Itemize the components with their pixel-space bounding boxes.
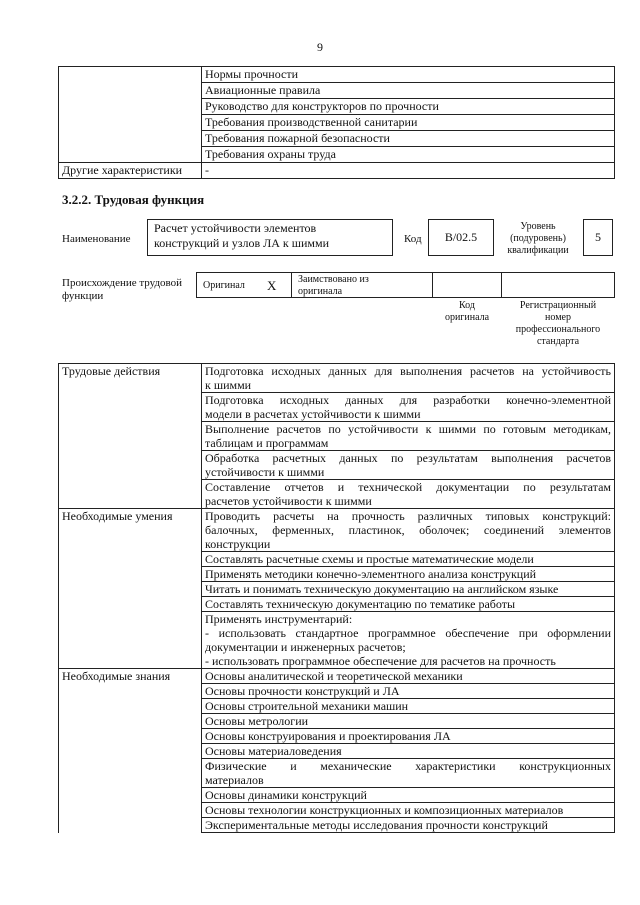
text-line: материалов	[205, 773, 264, 787]
knowledge-item: Основы аналитической и теоретической механики	[202, 669, 615, 684]
text-line: расчетов устойчивости к шимми	[205, 494, 372, 508]
function-name-line: Расчет устойчивости элементов	[154, 221, 317, 235]
labor-actions-label: Трудовые действия	[59, 364, 202, 509]
knowledge-item: Основы метрологии	[202, 714, 615, 729]
requirement-row: Авиационные правила	[202, 83, 615, 99]
text-line: устойчивости к шимми	[205, 465, 325, 479]
text-line: - использовать программное обеспечение для расчетов на прочность	[205, 654, 556, 668]
text-line: Физические и механические характеристики конструкционных	[205, 759, 611, 773]
skills-label: Необходимые умения	[59, 509, 202, 669]
section-title: 3.2.2. Трудовая функция	[62, 192, 205, 207]
code-label: Код	[404, 233, 422, 245]
requirement-row: Требования пожарной безопасности	[202, 131, 615, 147]
code-caption-line: Код	[459, 300, 475, 311]
text-line: конструкции	[205, 537, 271, 551]
registration-caption-line: номер	[545, 312, 571, 323]
text-line: документации и инженерных расчетов;	[205, 640, 406, 654]
origin-code-cell	[432, 272, 502, 298]
level-label-line: квалификации	[507, 245, 569, 256]
original-label: Оригинал	[203, 280, 245, 291]
registration-caption-line: профессионального	[515, 324, 601, 335]
name-label: Наименование	[62, 233, 131, 245]
function-details-table	[58, 363, 615, 833]
text-line: Применять инструментарий:	[205, 612, 353, 626]
labor-action-item	[202, 451, 615, 480]
text-line: Проводить расчеты на прочность различных типовых конструкций:	[205, 509, 611, 523]
origin-label-line: Происхождение трудовой	[62, 277, 183, 289]
text-line: балочных, ферменных, пластинок, оболочек; соединений элементов	[205, 523, 611, 537]
level-label-line: (подуровень)	[510, 233, 566, 244]
text-line: модели в расчетах устойчивости к шимми	[205, 407, 421, 421]
knowledge-item: Основы прочности конструкций и ЛА	[202, 684, 615, 699]
knowledge-item: Основы строительной механики машин	[202, 699, 615, 714]
labor-action-item	[202, 364, 615, 393]
knowledge-item: Основы конструирования и проектирования ЛА	[202, 729, 615, 744]
skill-item: Составлять техническую документацию по тематике работы	[202, 597, 615, 612]
text-line: - использовать стандартное программное обеспечение при оформлении	[205, 626, 611, 640]
requirement-row: Нормы прочности	[202, 67, 615, 83]
origin-label-line: функции	[62, 290, 104, 302]
level-label	[502, 221, 574, 257]
knowledge-item: Основы технологии конструкционных и композиционных материалов	[202, 803, 615, 818]
knowledge-item	[202, 759, 615, 788]
skill-item: Составлять расчетные схемы и простые математические модели	[202, 552, 615, 567]
skill-item: Применять методики конечно-элементного анализа конструкций	[202, 567, 615, 582]
requirement-row: Руководство для конструкторов по прочности	[202, 99, 615, 115]
labor-action-item	[202, 422, 615, 451]
borrowed-label-line: оригинала	[298, 286, 343, 297]
registration-caption	[501, 300, 615, 348]
original-cell	[196, 272, 292, 298]
borrowed-label-line: Заимствовано из	[298, 274, 369, 285]
text-line: к шимми	[205, 378, 252, 392]
borrowed-cell	[291, 272, 433, 298]
knowledge-label: Необходимые знания	[59, 669, 202, 833]
labor-action-item	[202, 393, 615, 422]
code-caption	[432, 300, 502, 324]
registration-number-cell	[501, 272, 615, 298]
text-line: таблицам и программам	[205, 436, 329, 450]
text-line: Подготовка исходных данных для выполнения расчетов на устойчивость	[205, 364, 611, 378]
other-characteristics-label: Другие характеристики	[59, 163, 202, 179]
skill-item: Читать и понимать техническую документацию на английском языке	[202, 582, 615, 597]
text-line: Обработка расчетных данных по результатам выполнения расчетов	[205, 451, 611, 465]
empty-label-cell	[59, 67, 202, 163]
registration-caption-line: стандарта	[536, 336, 580, 347]
knowledge-item: Основы динамики конструкций	[202, 788, 615, 803]
level-value-box: 5	[583, 219, 613, 256]
page-number: 9	[317, 40, 323, 54]
origin-label	[62, 277, 182, 303]
original-mark: X	[267, 278, 277, 293]
function-name-box	[147, 219, 393, 256]
registration-caption-line: Регистрационный	[519, 300, 597, 311]
text-line: Подготовка исходных данных для разработки конечно-элементной	[205, 393, 611, 407]
level-label-line: Уровень	[520, 221, 556, 232]
text-line: Составление отчетов и технической документации по результатам	[205, 480, 611, 494]
other-characteristics-value: -	[202, 163, 615, 179]
knowledge-item: Основы материаловедения	[202, 744, 615, 759]
knowledge-item: Экспериментальные методы исследования прочности конструкций	[202, 818, 615, 833]
skill-item	[202, 612, 615, 669]
code-value-box: B/02.5	[428, 219, 494, 256]
skill-item	[202, 509, 615, 552]
code-caption-line: оригинала	[444, 312, 490, 323]
text-line: Выполнение расчетов по устойчивости к шимми по готовым методикам,	[205, 422, 611, 436]
requirement-row: Требования охраны труда	[202, 147, 615, 163]
requirement-row: Требования производственной санитарии	[202, 115, 615, 131]
function-name-line: конструкций и узлов ЛА к шимми	[154, 236, 330, 250]
requirements-table	[58, 66, 615, 179]
labor-action-item	[202, 480, 615, 509]
